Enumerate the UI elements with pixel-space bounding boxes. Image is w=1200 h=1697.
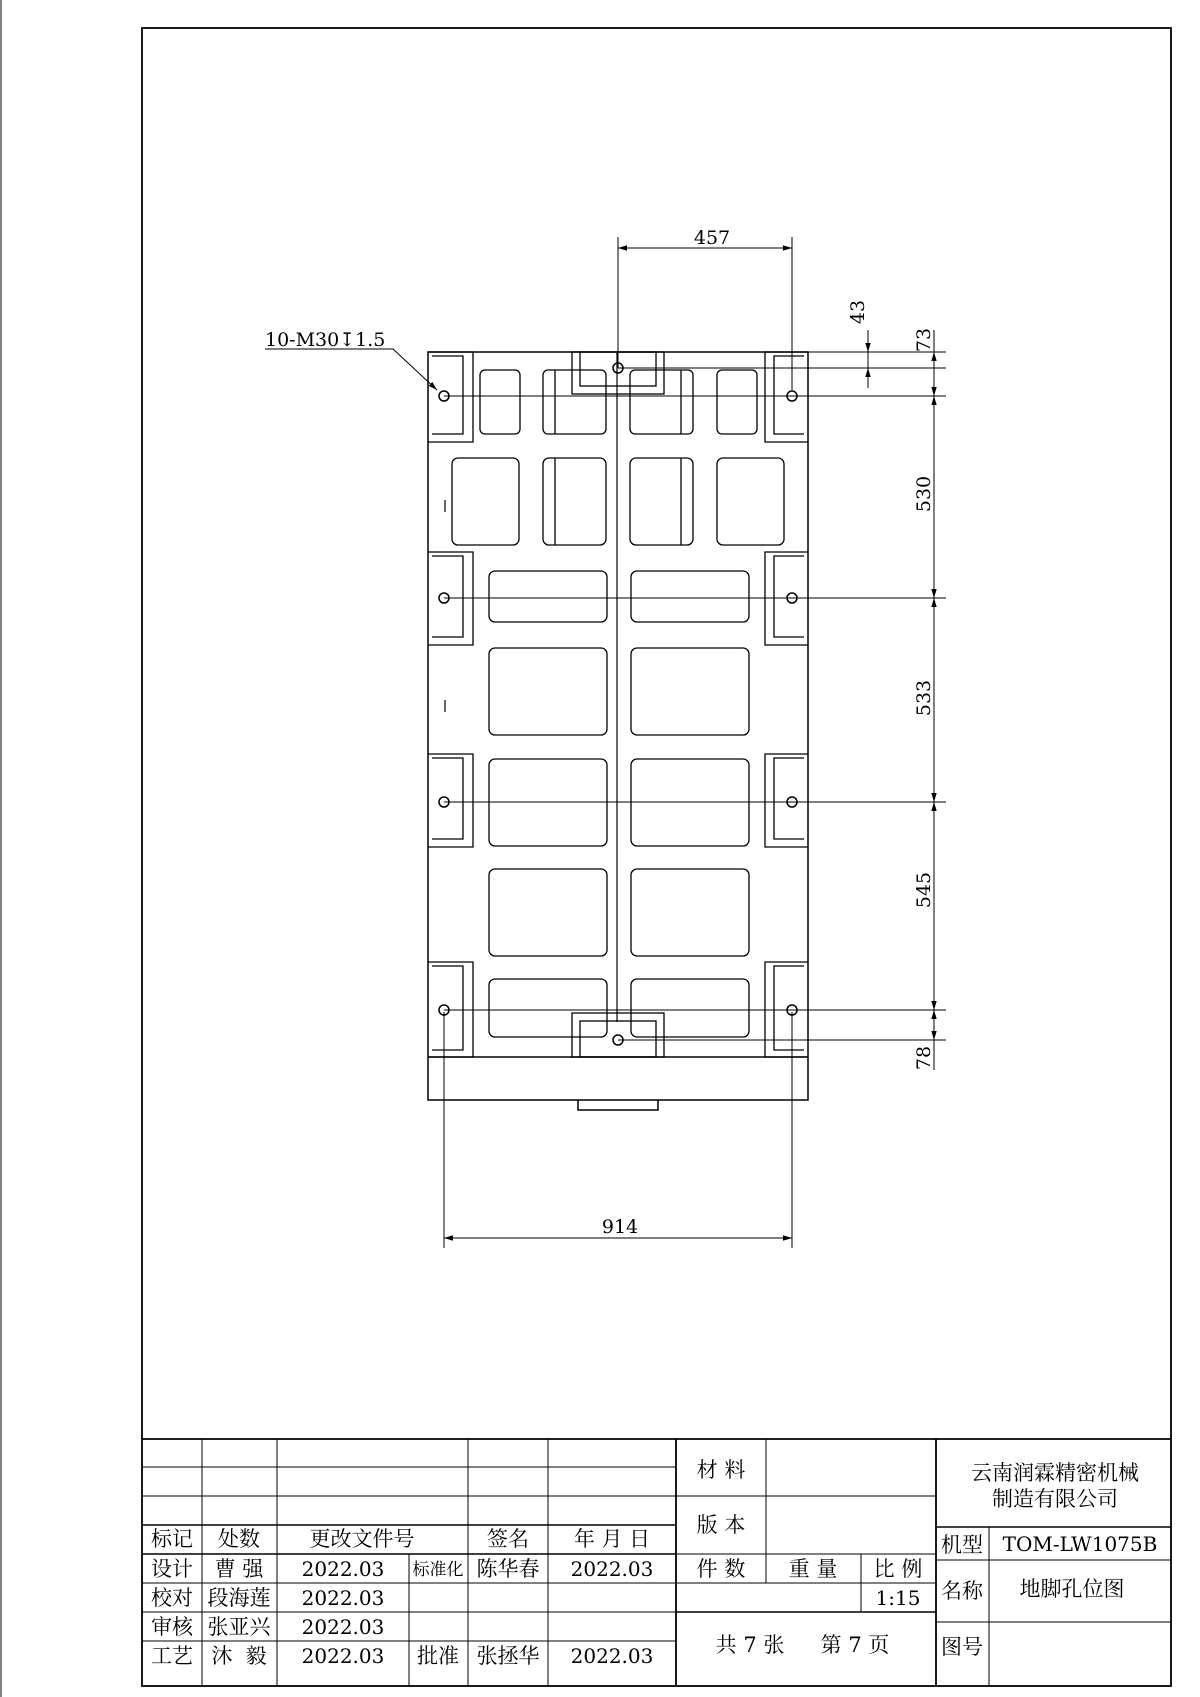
weight-label: 重 量 [788,1557,838,1581]
sheet-border [142,28,1171,1686]
material-label: 材 料 [696,1458,746,1482]
page-number: 第 7 页 [820,1633,890,1657]
name2: 陈华春 [476,1557,540,1581]
model-label: 机型 [941,1533,983,1557]
date: 2022.03 [301,1644,385,1668]
date: 2022.03 [301,1615,385,1639]
hdr-date: 年 月 日 [573,1527,651,1551]
role2: 标准化 [412,1560,464,1580]
foot-holes [439,363,797,1045]
hdr-mark: 标记 [151,1527,193,1551]
name: 曹 强 [214,1557,264,1581]
model-value: TOM-LW1075B [1002,1532,1158,1556]
pockets [452,370,784,1037]
name: 段海莲 [207,1586,271,1610]
role: 设计 [151,1557,193,1581]
date: 2022.03 [301,1557,385,1581]
role: 校对 [151,1586,193,1610]
dim-533: 533 [913,679,935,717]
scale-value: 1:15 [875,1586,921,1610]
role: 工艺 [151,1644,193,1668]
name: 沐 毅 [211,1644,267,1668]
name2: 张拯华 [476,1644,540,1668]
company-line1: 云南润霖精密机械 [971,1461,1139,1485]
name-label: 名称 [941,1579,983,1603]
quantity-label: 件 数 [696,1557,746,1581]
name: 张亚兴 [207,1615,271,1639]
version-label: 版 本 [696,1513,746,1537]
dimension-texts [265,227,935,1238]
dim-530: 530 [913,475,935,513]
role2: 批准 [417,1644,459,1668]
dim-914: 914 [601,1216,639,1238]
dim-78: 78 [913,1045,935,1071]
company-line2: 制造有限公司 [992,1487,1118,1511]
dim-73: 73 [913,327,935,353]
date2: 2022.03 [570,1644,654,1668]
hdr-count: 处数 [218,1527,260,1551]
hdr-change-doc: 更改文件号 [309,1527,415,1551]
hole-callout: 10-M30↧1.5 [265,329,386,351]
date2: 2022.03 [570,1557,654,1581]
scale-label: 比 例 [873,1557,923,1581]
role: 审核 [151,1615,193,1639]
sheet-count: 共 7 张 [715,1633,785,1657]
dim-43: 43 [847,299,869,325]
dim-545: 545 [913,871,935,909]
title-block-text [151,1458,1157,1668]
date: 2022.03 [301,1586,385,1610]
hdr-signature: 签名 [487,1527,529,1551]
drawing-no-label: 图号 [941,1635,983,1659]
dim-457: 457 [693,227,731,249]
name-value: 地脚孔位图 [1019,1577,1125,1601]
base-outline [428,352,808,1110]
